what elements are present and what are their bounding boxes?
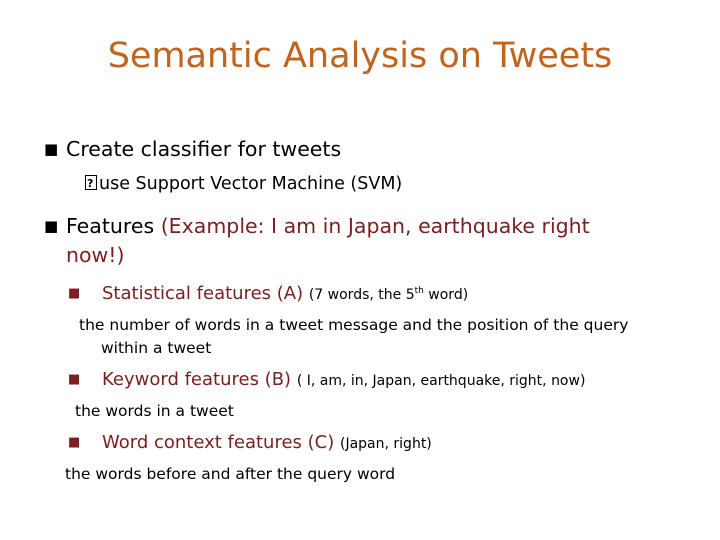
feature-description: the words before and after the query word bbox=[65, 465, 396, 483]
bullet-text: Create classifier for tweets bbox=[66, 137, 342, 161]
bullet-create-classifier bbox=[44, 136, 341, 162]
feature-description: the words in a tweet bbox=[75, 402, 234, 420]
square-bullet-icon: ■ bbox=[68, 435, 81, 450]
feature-name: Statistical features (A) bbox=[102, 283, 304, 304]
feature-description-continued: within a tweet bbox=[101, 339, 212, 357]
feature-word-context bbox=[68, 432, 432, 455]
features-example: (Example: I am in Japan, earthquake right bbox=[160, 214, 590, 238]
feature-keyword bbox=[68, 369, 585, 392]
square-bullet-icon: ■ bbox=[44, 217, 59, 235]
feature-example: ( I, am, in, Japan, earthquake, right, now) bbox=[296, 373, 586, 389]
slide-title: Semantic Analysis on Tweets bbox=[107, 36, 613, 76]
feature-name: Word context features (C) bbox=[102, 432, 335, 453]
square-bullet-icon: ■ bbox=[68, 372, 81, 387]
square-bullet-icon: ■ bbox=[44, 140, 59, 158]
feature-example: (Japan, right) bbox=[340, 436, 432, 452]
sub-bullet-svm bbox=[85, 173, 402, 195]
missing-glyph-icon bbox=[85, 175, 97, 190]
square-bullet-icon: ■ bbox=[68, 286, 81, 301]
features-example-continued: now!) bbox=[66, 243, 125, 267]
sub-bullet-text: use Support Vector Machine (SVM) bbox=[99, 174, 403, 194]
bullet-features bbox=[44, 213, 590, 239]
features-label: Features bbox=[66, 214, 155, 238]
feature-example: (7 words, the 5th word) bbox=[308, 286, 469, 303]
feature-description: the number of words in a tweet message and the position of the query bbox=[79, 316, 629, 334]
feature-statistical bbox=[68, 283, 468, 306]
feature-name: Keyword features (B) bbox=[102, 369, 292, 390]
